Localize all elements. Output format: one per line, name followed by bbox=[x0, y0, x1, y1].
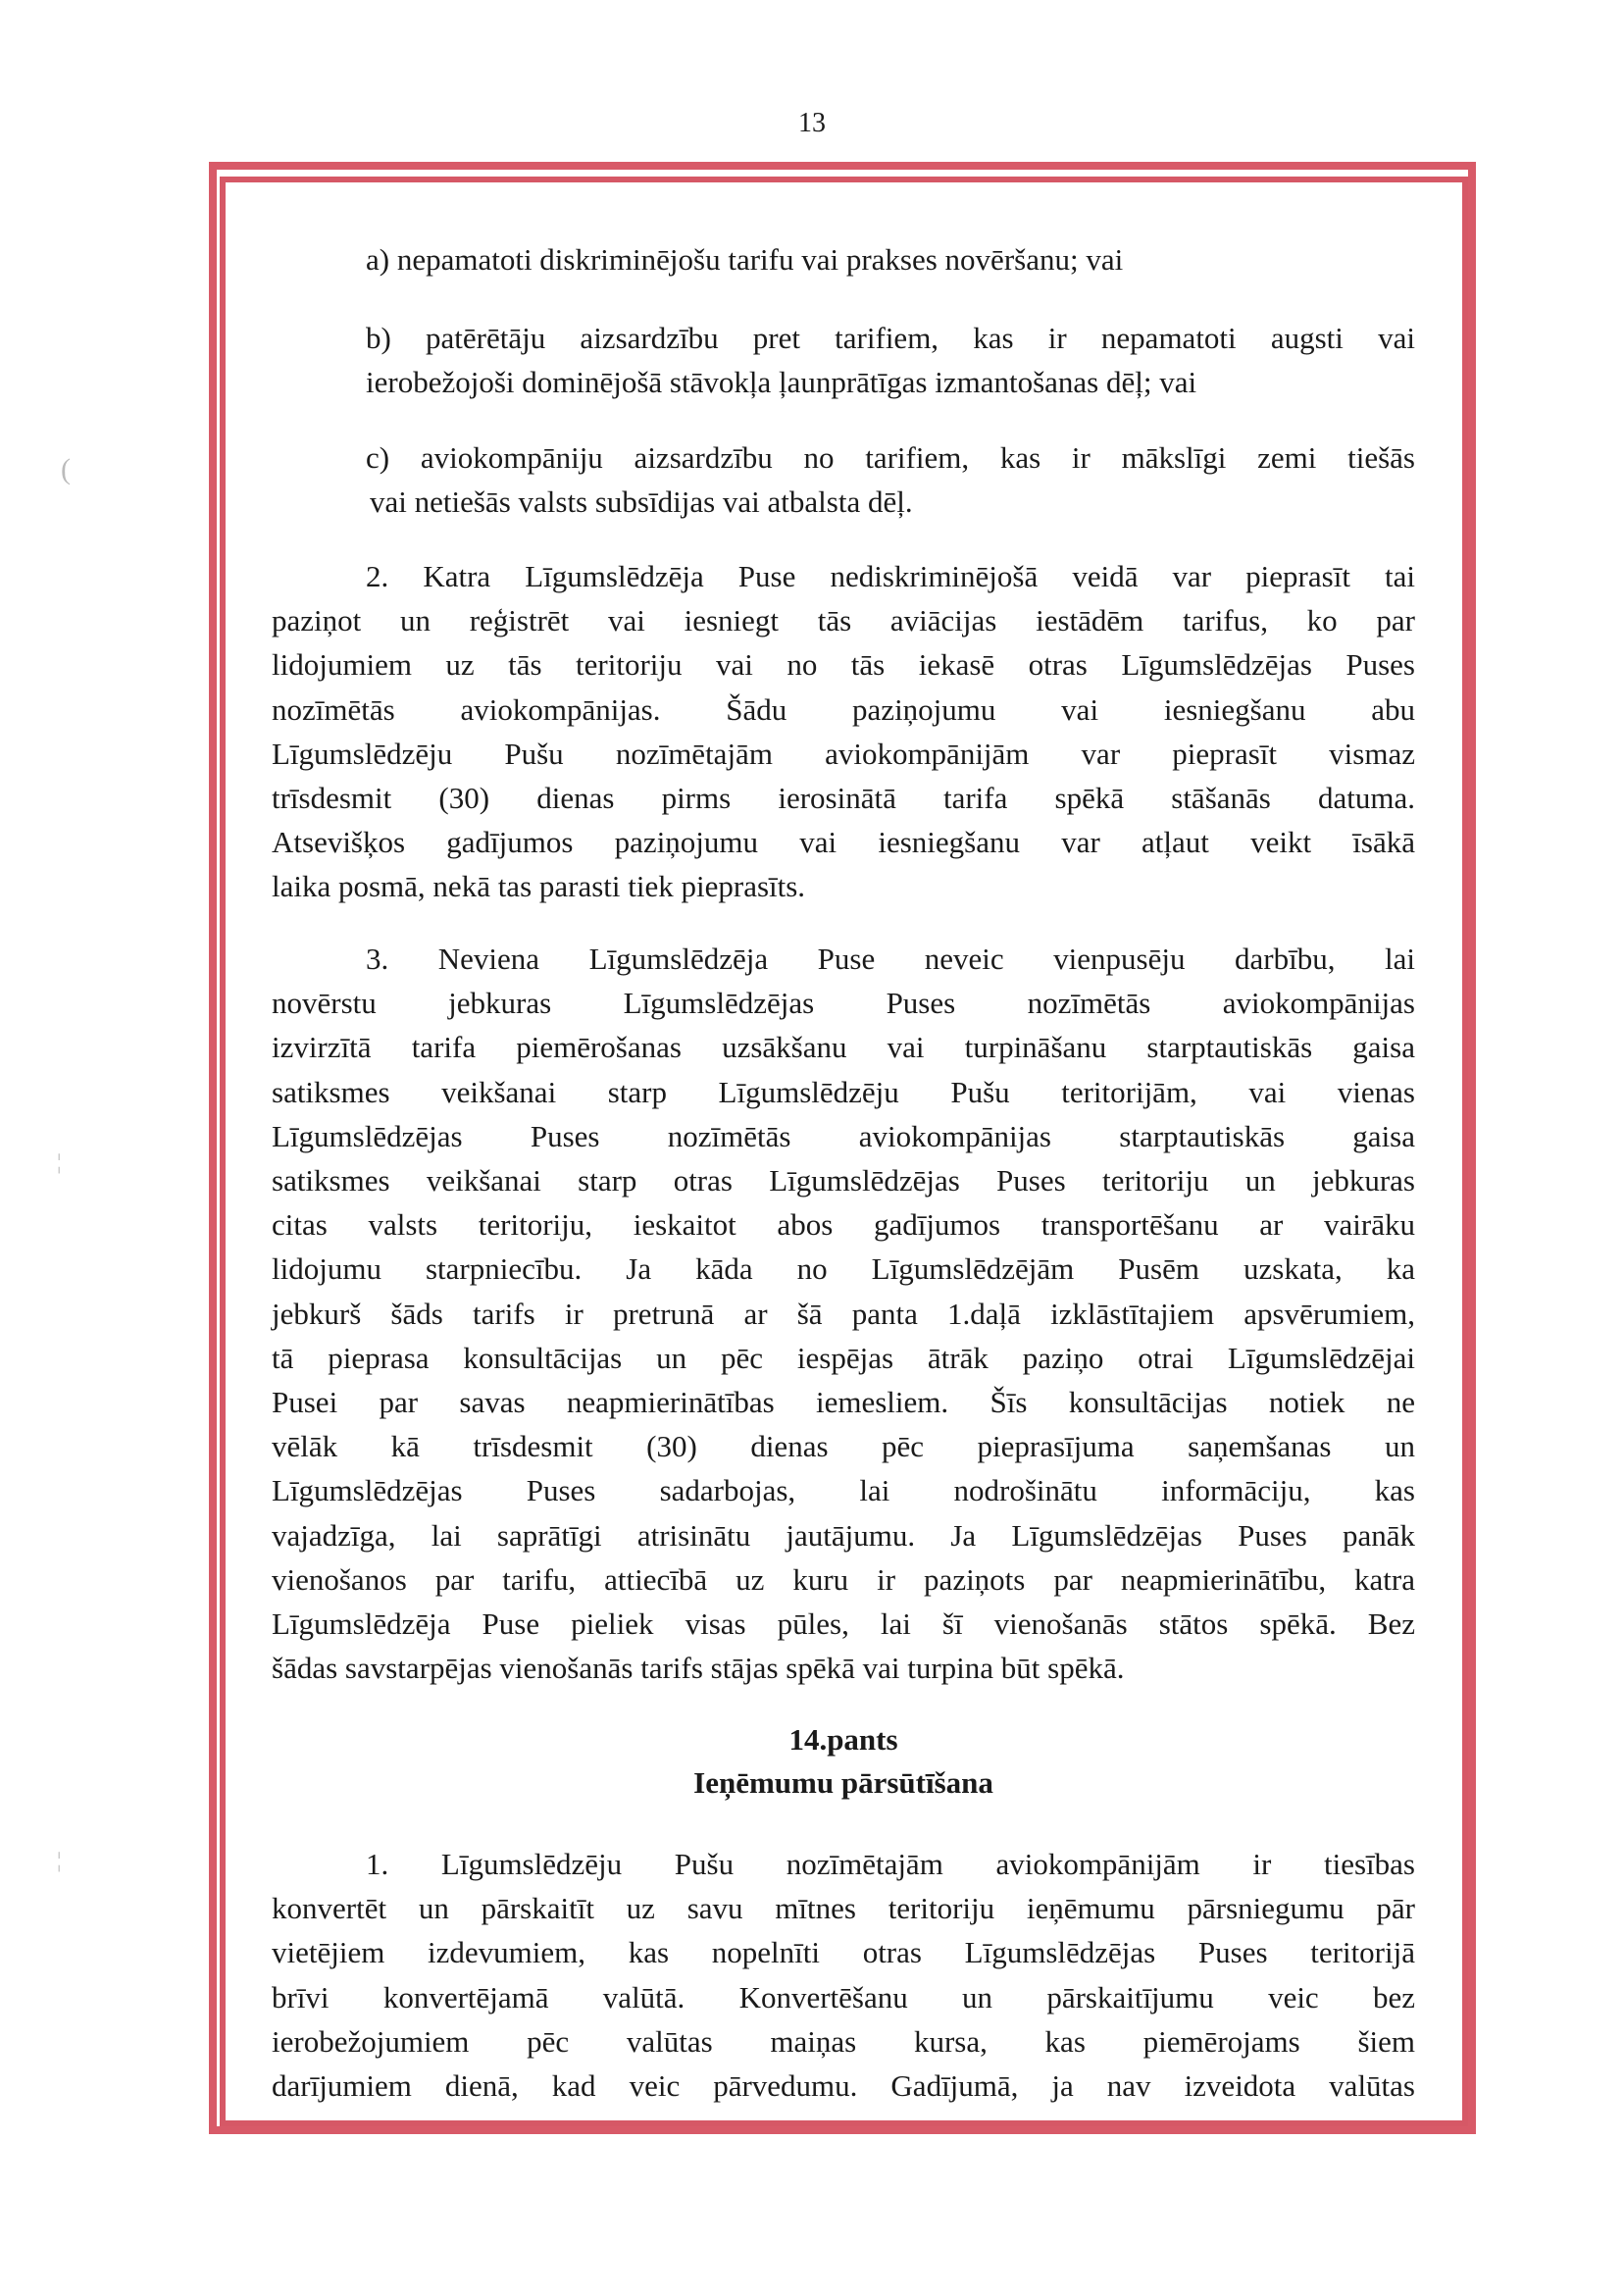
text-line: ierobežojoši dominējošā stāvokļa ļaunprātīgas izmantošanas dēļ; vai bbox=[366, 365, 1197, 400]
text-line: vēlāk kā trīsdesmit (30) dienas pēc pieprasījuma saņemšanas un bbox=[272, 1429, 1415, 1464]
text-line: laika posmā, nekā tas parasti tiek pieprasīts. bbox=[272, 869, 806, 904]
text-line: trīsdesmit (30) dienas pirms ierosinātā tarifa spēkā stāšanās datuma. bbox=[272, 781, 1415, 816]
sub-item-b bbox=[272, 316, 1415, 404]
page-number: 13 bbox=[798, 108, 826, 138]
text-line: ierobežojumiem pēc valūtas maiņas kursa, kas piemērojams šiem bbox=[272, 2023, 1415, 2059]
text-line: šādas savstarpējas vienošanās tarifs stājas spēkā vai turpina būt spēkā. bbox=[272, 1651, 1125, 1686]
text-line: novērstu jebkuras Līgumslēdzējas Puses nozīmētās aviokompānijas bbox=[272, 986, 1415, 1021]
margin-mark: ( bbox=[61, 453, 71, 485]
text-line: Pusei par savas neapmierinātības iemesliem. Šīs konsultācijas notiek ne bbox=[272, 1385, 1415, 1420]
text-line: izvirzītā tarifa piemērošanas uzsākšanu vai turpināšanu starptautiskās gaisa bbox=[272, 1030, 1415, 1065]
text-line: nozīmētās aviokompānijas. Šādu paziņojumu vai iesniegšanu abu bbox=[272, 691, 1415, 727]
text-line: vai netiešās valsts subsīdijas vai atbalsta dēļ. bbox=[370, 484, 913, 520]
text-line: vajadzīga, lai saprātīgi atrisinātu jautājumu. Ja Līgumslēdzējas Puses panāk bbox=[272, 1517, 1415, 1553]
text-line: b) patērētāju aizsardzību pret tarifiem, kas ir nepamatoti augsti vai bbox=[366, 321, 1415, 355]
sub-item-a bbox=[272, 237, 1415, 281]
text-line: Līgumslēdzējas Puses nozīmētās aviokompānijas starptautiskās gaisa bbox=[272, 1118, 1415, 1153]
text-line: lidojumiem uz tās teritoriju vai no tās iekasē otras Līgumslēdzējas Puses bbox=[272, 647, 1415, 683]
article-number: 14.pants bbox=[788, 1722, 898, 1757]
paragraph-2 bbox=[272, 554, 1415, 909]
text-line: jebkurš šāds tarifs ir pretrunā ar šā panta 1.daļā izklāstītajiem apsvērumiem, bbox=[272, 1296, 1415, 1331]
text-line: lidojumu starpniecību. Ja kāda no Līgumslēdzējām Pusēm uzskata, ka bbox=[272, 1251, 1415, 1287]
text-line: brīvi konvertējamā valūtā. Konvertēšanu un pārskaitījumu veic bez bbox=[272, 1979, 1415, 2014]
text-line: 2. Katra Līgumslēdzēja Puse nediskriminējošā veidā var pieprasīt tai bbox=[366, 559, 1415, 593]
paragraph-14-1 bbox=[272, 1842, 1415, 2108]
text-line: Atsevišķos gadījumos paziņojumu vai iesniegšanu var atļaut veikt īsākā bbox=[272, 825, 1415, 860]
text-line: vietējiem izdevumiem, kas nopelnīti otras Līgumslēdzējas Puses teritorijā bbox=[272, 1935, 1415, 1970]
text-line: citas valsts teritoriju, ieskaitot abos gadījumos transportēšanu ar vairāku bbox=[272, 1207, 1415, 1243]
text-line: paziņot un reģistrēt vai iesniegt tās aviācijas iestādēm tarifus, ko par bbox=[272, 603, 1415, 638]
text-line: c) aviokompāniju aizsardzību no tarifiem, kas ir mākslīgi zemi tiešās bbox=[366, 440, 1415, 475]
sub-item-c bbox=[272, 435, 1415, 524]
article-title: Ieņēmumu pārsūtīšana bbox=[693, 1765, 993, 1800]
text-line: konvertēt un pārskaitīt uz savu mītnes teritoriju ieņēmumu pārsniegumu pār bbox=[272, 1891, 1415, 1926]
text-line: Līgumslēdzējas Puses sadarbojas, lai nodrošinātu informāciju, kas bbox=[272, 1473, 1415, 1508]
text-line: a) nepamatoti diskriminējošu tarifu vai prakses novēršanu; vai bbox=[366, 242, 1124, 277]
margin-mark: ¦ bbox=[57, 1149, 62, 1174]
text-line: darījumiem dienā, kad veic pārvedumu. Gadījumā, ja nav izveidota valūtas bbox=[272, 2068, 1415, 2104]
text-line: satiksmes veikšanai starp otras Līgumslēdzējas Puses teritoriju un jebkuras bbox=[272, 1163, 1415, 1198]
text-line: vienošanos par tarifu, attiecībā uz kuru ir paziņots par neapmierinātību, katra bbox=[272, 1561, 1415, 1597]
text-line: Līgumslēdzēja Puse pieliek visas pūles, lai šī vienošanās stātos spēkā. Bez bbox=[272, 1606, 1415, 1642]
text-line: 1. Līgumslēdzēju Pušu nozīmētajām aviokompānijām ir tiesības bbox=[366, 1847, 1415, 1881]
paragraph-3 bbox=[272, 937, 1415, 1690]
text-line: Līgumslēdzēju Pušu nozīmētajām aviokompānijām var pieprasīt vismaz bbox=[272, 736, 1415, 771]
margin-mark: ¦ bbox=[57, 1848, 62, 1872]
text-line: satiksmes veikšanai starp Līgumslēdzēju Pušu teritorijām, vai vienas bbox=[272, 1074, 1415, 1109]
text-line: tā pieprasa konsultācijas un pēc iespējas ātrāk paziņo otrai Līgumslēdzējai bbox=[272, 1340, 1415, 1375]
text-line: 3. Neviena Līgumslēdzēja Puse neveic vienpusēju darbību, lai bbox=[366, 942, 1415, 976]
